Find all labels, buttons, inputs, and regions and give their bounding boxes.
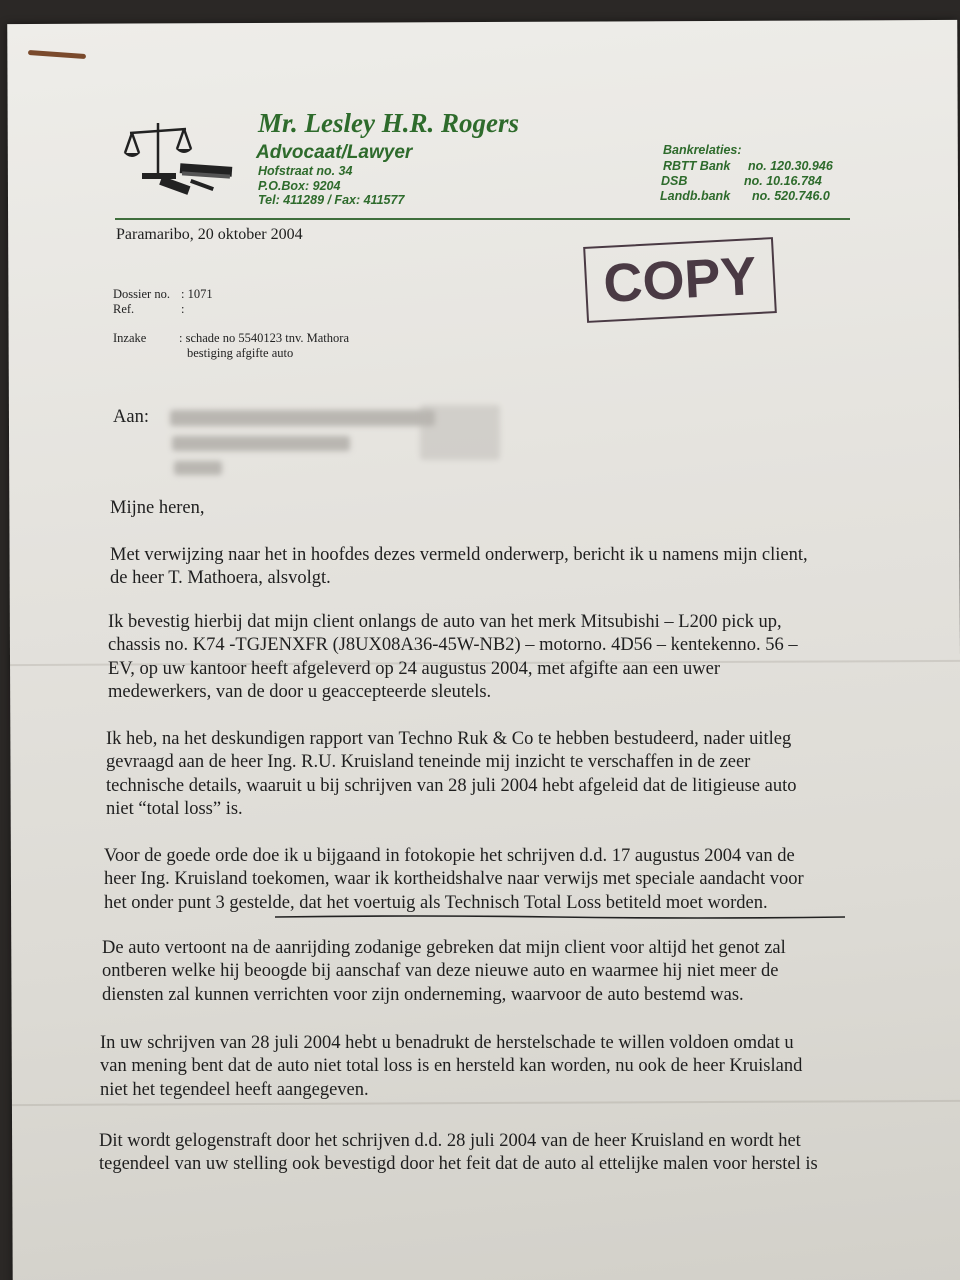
paragraph-line: gevraagd aan de heer Ing. R.U. Kruisland teneinde mij inzicht te verschaffen in de zeer bbox=[106, 752, 751, 773]
handwritten-underline bbox=[275, 914, 845, 920]
lawyer-title: Advocaat/Lawyer bbox=[256, 142, 413, 163]
paragraph-line: technische details, waaruit u bij schrijven van 28 juli 2004 hebt afgeleid dat de litigieuse auto bbox=[106, 775, 797, 796]
paragraph-line: heer Ing. Kruisland toekomen, waar ik kortheidshalve naar verwijs met speciale aandacht voor bbox=[104, 869, 804, 890]
paragraph-7 bbox=[99, 1130, 818, 1177]
paragraph-line: niet het tegendeel heeft aangegeven. bbox=[100, 1079, 369, 1100]
paragraph-line: medewerkers, van de door u geaccepteerde sleutels. bbox=[108, 681, 492, 702]
paragraph-line: niet “total loss” is. bbox=[106, 798, 243, 819]
bank-name-landbouw: Landb.bank bbox=[660, 189, 731, 203]
paragraph-6 bbox=[100, 1032, 802, 1102]
paragraph-line: Ik heb, na het deskundigen rapport van Techno Ruk & Co te hebben bestudeerd, nader uitleg bbox=[106, 729, 792, 749]
lawyer-name: Mr. Lesley H.R. Rogers bbox=[258, 108, 519, 138]
paragraph-line: EV, op uw kantoor heeft afgeleverd op 24 augustus 2004, met afgifte aan een uwer bbox=[108, 658, 721, 679]
phone-line: Tel: 411289 / Fax: 411577 bbox=[258, 193, 405, 207]
paragraph-line: Voor de goede orde doe ik u bijgaand in fotokopie het schrijven d.d. 17 augustus 2004 van de bbox=[104, 846, 795, 866]
pobox-line: P.O.Box: 9204 bbox=[258, 179, 341, 193]
place-date: Paramaribo, 20 oktober 2004 bbox=[116, 226, 303, 243]
ref-value: : bbox=[181, 302, 185, 316]
recipient-label: Aan: bbox=[113, 407, 149, 427]
salutation: Mijne heren, bbox=[110, 498, 205, 518]
bank-name-dsb: DSB bbox=[661, 174, 688, 188]
redacted-recipient-line bbox=[172, 436, 350, 451]
bank-number-landbouw: no. 520.746.0 bbox=[752, 189, 830, 203]
inzake-label: Inzake bbox=[113, 331, 147, 345]
bank-heading: Bankrelaties: bbox=[663, 143, 742, 157]
ref-label: Ref. bbox=[113, 302, 135, 316]
paragraph-line: Met verwijzing naar het in hoofdes dezes vermeld onderwerp, bericht ik u namens mijn client, bbox=[110, 545, 808, 565]
paragraph-5 bbox=[102, 937, 786, 1007]
paragraph-line: de heer T. Mathoera, alsvolgt. bbox=[110, 568, 331, 589]
paragraph-line: De auto vertoont na de aanrijding zodanige gebreken dat mijn client voor altijd het genot zal bbox=[102, 938, 786, 958]
paragraph-line: het onder punt 3 gestelde, dat het voertuig als Technisch Total Loss betiteld moet worden. bbox=[104, 892, 768, 913]
redaction-smudge bbox=[420, 405, 500, 460]
redacted-recipient-line bbox=[174, 461, 222, 475]
paragraph-1 bbox=[110, 544, 808, 591]
paragraph-line: van mening bent dat de auto niet total loss is en hersteld kan worden, nu ook de heer Kruisland bbox=[100, 1056, 803, 1077]
paragraph-line: diensten zal kunnen verrichten voor zijn onderneming, waarvoor de auto bestemd was. bbox=[102, 984, 744, 1005]
bank-number-dsb: no. 10.16.784 bbox=[744, 174, 822, 188]
paragraph-2 bbox=[108, 611, 798, 704]
paragraph-line: Ik bevestig hierbij dat mijn client onlangs de auto van het merk Mitsubishi – L200 pick up, bbox=[108, 612, 782, 632]
copy-stamp: COPY bbox=[583, 237, 777, 323]
paragraph-3 bbox=[106, 728, 796, 821]
dossier-value: : 1071 bbox=[181, 287, 213, 301]
paragraph-line: Dit wordt gelogenstraft door het schrijven d.d. 28 juli 2004 van de heer Kruisland en wordt het bbox=[99, 1131, 801, 1151]
bank-number-rbtt: no. 120.30.946 bbox=[748, 159, 833, 173]
inzake-line-1: : schade no 5540123 tnv. Mathora bbox=[179, 331, 349, 345]
address-line: Hofstraat no. 34 bbox=[258, 164, 353, 178]
letterhead-rule bbox=[115, 218, 850, 220]
inzake-line-2: bestiging afgifte auto bbox=[187, 346, 294, 360]
scales-of-justice-icon bbox=[120, 115, 240, 195]
paragraph-line: In uw schrijven van 28 juli 2004 hebt u benadrukt de herstelschade te willen voldoen omdat u bbox=[100, 1033, 794, 1053]
paragraph-line: ontberen welke hij beoogde bij aanschaf van deze nieuwe auto en waarmee hij niet meer de bbox=[102, 961, 779, 982]
bank-name-rbtt: RBTT Bank bbox=[663, 159, 731, 173]
redacted-recipient-line bbox=[170, 410, 435, 426]
paragraph-line: tegendeel van uw stelling ook bevestigd door het feit dat de auto al ettelijke malen voor herstel is bbox=[99, 1154, 818, 1175]
dossier-label: Dossier no. bbox=[113, 287, 170, 301]
paragraph-line: chassis no. K74 -TGJENXFR (J8UX08A36-45W-NB2) – motorno. 4D56 – kentekenno. 56 – bbox=[108, 635, 798, 656]
paragraph-4 bbox=[104, 845, 804, 915]
